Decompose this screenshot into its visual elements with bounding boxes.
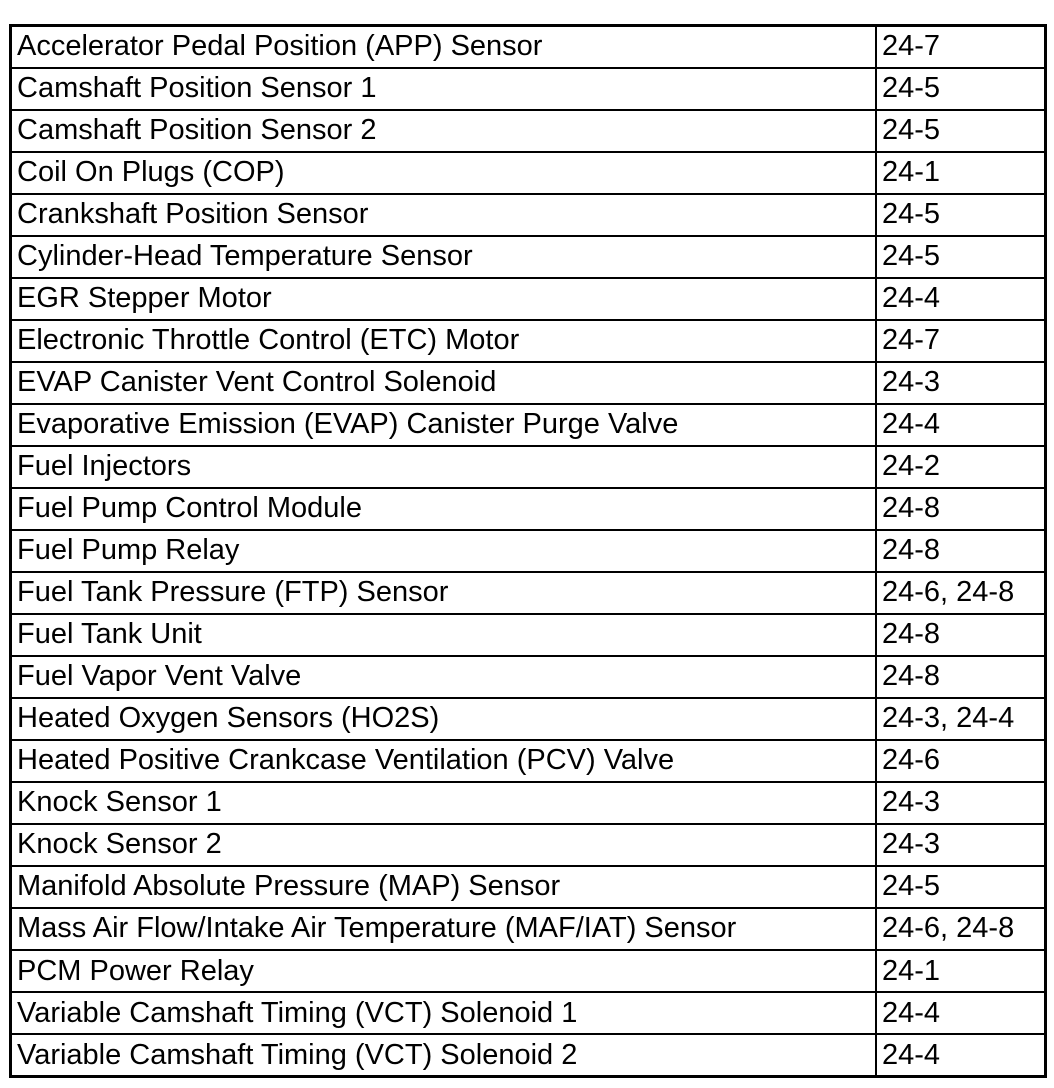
table-body xyxy=(12,27,1044,1075)
component-name-cell: Knock Sensor 2 xyxy=(12,824,876,866)
table-row xyxy=(12,740,1044,782)
table-row xyxy=(12,27,1044,68)
component-name-cell: Variable Camshaft Timing (VCT) Solenoid 1 xyxy=(12,992,876,1034)
table-row xyxy=(12,656,1044,698)
table-row xyxy=(12,572,1044,614)
table-row xyxy=(12,908,1044,950)
table-row xyxy=(12,614,1044,656)
table-row xyxy=(12,194,1044,236)
reference-cell: 24-5 xyxy=(876,194,1044,236)
component-name-cell: EVAP Canister Vent Control Solenoid xyxy=(12,362,876,404)
component-name-cell: Heated Positive Crankcase Ventilation (PCV) Valve xyxy=(12,740,876,782)
component-name-cell: Knock Sensor 1 xyxy=(12,782,876,824)
table-row xyxy=(12,1034,1044,1075)
reference-cell: 24-4 xyxy=(876,404,1044,446)
reference-cell: 24-3 xyxy=(876,782,1044,824)
table-row xyxy=(12,782,1044,824)
reference-cell: 24-3 xyxy=(876,824,1044,866)
reference-cell: 24-4 xyxy=(876,278,1044,320)
reference-cell: 24-6, 24-8 xyxy=(876,908,1044,950)
table-row xyxy=(12,404,1044,446)
component-name-cell: Crankshaft Position Sensor xyxy=(12,194,876,236)
component-name-cell: Fuel Injectors xyxy=(12,446,876,488)
component-name-cell: Fuel Vapor Vent Valve xyxy=(12,656,876,698)
table-row xyxy=(12,824,1044,866)
reference-cell: 24-4 xyxy=(876,992,1044,1034)
reference-cell: 24-8 xyxy=(876,488,1044,530)
reference-cell: 24-5 xyxy=(876,236,1044,278)
table-row xyxy=(12,278,1044,320)
table-row xyxy=(12,488,1044,530)
reference-cell: 24-5 xyxy=(876,110,1044,152)
reference-cell: 24-7 xyxy=(876,320,1044,362)
component-name-cell: Fuel Tank Unit xyxy=(12,614,876,656)
reference-cell: 24-1 xyxy=(876,152,1044,194)
reference-cell: 24-3 xyxy=(876,362,1044,404)
component-name-cell: Camshaft Position Sensor 2 xyxy=(12,110,876,152)
component-name-cell: Manifold Absolute Pressure (MAP) Sensor xyxy=(12,866,876,908)
component-name-cell: Fuel Pump Relay xyxy=(12,530,876,572)
component-name-cell: Cylinder-Head Temperature Sensor xyxy=(12,236,876,278)
reference-cell: 24-1 xyxy=(876,950,1044,992)
component-name-cell: Coil On Plugs (COP) xyxy=(12,152,876,194)
component-name-cell: Mass Air Flow/Intake Air Temperature (MAF/IAT) Sensor xyxy=(12,908,876,950)
reference-cell: 24-8 xyxy=(876,530,1044,572)
component-name-cell: Variable Camshaft Timing (VCT) Solenoid 2 xyxy=(12,1034,876,1075)
table-row xyxy=(12,698,1044,740)
component-name-cell: EGR Stepper Motor xyxy=(12,278,876,320)
reference-cell: 24-6, 24-8 xyxy=(876,572,1044,614)
table-row xyxy=(12,530,1044,572)
component-name-cell: Fuel Tank Pressure (FTP) Sensor xyxy=(12,572,876,614)
component-name-cell: Camshaft Position Sensor 1 xyxy=(12,68,876,110)
component-name-cell: Fuel Pump Control Module xyxy=(12,488,876,530)
table-row xyxy=(12,446,1044,488)
reference-cell: 24-3, 24-4 xyxy=(876,698,1044,740)
table-row xyxy=(12,110,1044,152)
component-name-cell: Accelerator Pedal Position (APP) Sensor xyxy=(12,27,876,68)
table-row xyxy=(12,950,1044,992)
component-name-cell: Evaporative Emission (EVAP) Canister Purge Valve xyxy=(12,404,876,446)
table-row xyxy=(12,362,1044,404)
table-row xyxy=(12,236,1044,278)
component-name-cell: Electronic Throttle Control (ETC) Motor xyxy=(12,320,876,362)
table-row xyxy=(12,992,1044,1034)
component-name-cell: PCM Power Relay xyxy=(12,950,876,992)
component-name-cell: Heated Oxygen Sensors (HO2S) xyxy=(12,698,876,740)
table-row xyxy=(12,68,1044,110)
reference-cell: 24-5 xyxy=(876,866,1044,908)
component-locator-table xyxy=(9,24,1047,1078)
table-row xyxy=(12,152,1044,194)
table-row xyxy=(12,866,1044,908)
table-row xyxy=(12,320,1044,362)
reference-cell: 24-2 xyxy=(876,446,1044,488)
reference-cell: 24-7 xyxy=(876,27,1044,68)
reference-cell: 24-4 xyxy=(876,1034,1044,1075)
reference-cell: 24-6 xyxy=(876,740,1044,782)
reference-cell: 24-5 xyxy=(876,68,1044,110)
reference-cell: 24-8 xyxy=(876,614,1044,656)
reference-cell: 24-8 xyxy=(876,656,1044,698)
